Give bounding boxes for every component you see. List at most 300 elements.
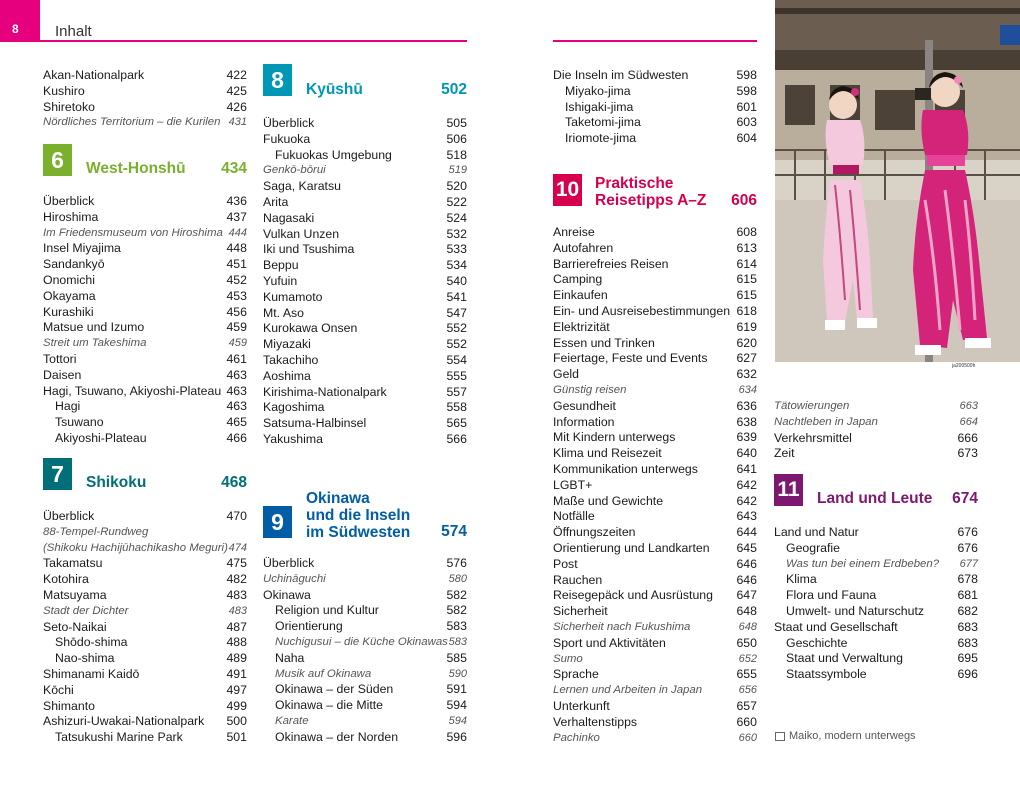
toc-entry: [553, 477, 757, 493]
toc-entry-page: 465: [226, 415, 247, 430]
toc-entry: [43, 351, 247, 367]
section-11-header: [774, 474, 978, 506]
toc-entry: [553, 429, 757, 445]
toc-entry-label: Sicherheit: [553, 604, 608, 619]
toc-entry-label: Ishigaki-jima: [565, 99, 634, 114]
toc-entry-page: 483: [228, 604, 247, 617]
toc-entry-label: Tottori: [43, 352, 77, 366]
toc-entry: [553, 350, 757, 366]
toc-entry: [553, 240, 757, 256]
toc-entry: [43, 571, 247, 587]
toc-entry: [43, 713, 247, 729]
toc-entry-label: LGBT+: [553, 477, 593, 492]
section-10-header: [553, 174, 757, 209]
toc-entry: [553, 445, 757, 461]
toc-entry-label: Hiroshima: [43, 209, 99, 224]
toc-entry-label: Takamatsu: [43, 556, 103, 571]
toc-entry-page: 681: [957, 588, 978, 603]
toc-entry: [263, 273, 467, 289]
toc-entry-page: 598: [736, 68, 757, 82]
toc-entry-page: 666: [957, 430, 978, 445]
toc-entry: [263, 352, 467, 368]
toc-entry-label: Yufuin: [263, 274, 298, 288]
toc-entry-page: 554: [446, 353, 467, 367]
toc-entry-label: Vulkan Unzen: [263, 226, 340, 241]
toc-entry-page: 583: [446, 619, 467, 634]
toc-entry-page: 634: [738, 384, 757, 396]
toc-entry-page: 695: [957, 651, 978, 666]
toc-entry-label: Günstig reisen: [553, 384, 627, 396]
toc-entry: [553, 271, 757, 287]
toc-entry-page: 663: [959, 400, 978, 412]
toc-entry-label: Kurashiki: [43, 304, 94, 319]
toc-entry: [43, 414, 247, 430]
toc-entry-label: Land und Natur: [774, 525, 859, 539]
toc-entry-label: Okinawa – der Norden: [275, 729, 399, 744]
toc-entry-label: Aoshima: [263, 368, 311, 383]
toc-entry-label: Nördliches Territorium – die Kurilen: [43, 116, 221, 129]
toc-entry-page: 682: [957, 604, 978, 618]
toc-entry-label: Mit Kindern unterwegs: [553, 430, 676, 445]
section-11-title: Land und Leute: [817, 490, 933, 507]
toc-entry-label: Kōchi: [43, 682, 74, 697]
toc-entry-label: Überblick: [43, 194, 95, 208]
toc-entry-label: Verkehrsmittel: [774, 430, 852, 445]
toc-entry-label: Feiertage, Feste und Events: [553, 351, 708, 366]
toc-entry: [774, 540, 978, 556]
toc-entry-label: Matsuyama: [43, 588, 107, 602]
toc-entry-label: Miyazaki: [263, 337, 311, 352]
toc-entry-page: 583: [448, 636, 467, 648]
section-8-title: Kyūshū: [306, 81, 363, 98]
toc-entry: [263, 147, 467, 163]
toc-entry-page: 655: [736, 667, 757, 682]
toc-entry-label: Fukuokas Umgebung: [275, 147, 392, 162]
page-number-text: 8: [12, 22, 19, 36]
section-10-title: [595, 175, 706, 209]
toc-entry: [43, 193, 247, 209]
section-10-title-line-1: Praktische: [595, 175, 674, 192]
toc-entry-label: Im Friedensmuseum von Hiroshima: [43, 226, 223, 239]
toc-entry-label: Sport und Aktivitäten: [553, 635, 666, 650]
toc-entry: [43, 508, 247, 524]
toc-entry: [43, 288, 247, 304]
toc-entry-page: 582: [446, 603, 467, 618]
toc-entry-page: 475: [226, 556, 247, 571]
toc-entry-page: 673: [957, 446, 978, 461]
toc-entry-page: 426: [226, 99, 247, 114]
toc-entry-page: 642: [736, 493, 757, 508]
toc-entry-label: Unterkunft: [553, 699, 610, 713]
toc-entry-label: Barrierefreies Reisen: [553, 256, 669, 271]
toc-entry: [263, 194, 467, 210]
photo-icon: [775, 732, 785, 741]
toc-entry-page: 459: [226, 320, 247, 335]
toc-entry: [553, 493, 757, 509]
toc-entry-page: 524: [446, 210, 467, 225]
toc-entry: [43, 398, 247, 414]
toc-entry-page: 522: [446, 195, 467, 209]
toc-entry-page: 660: [738, 731, 757, 744]
toc-entry-page: 639: [736, 430, 757, 445]
toc-entry-label: Streit um Takeshima: [43, 337, 147, 350]
toc-entry: [553, 666, 757, 682]
toc-entry-page: 648: [736, 604, 757, 619]
toc-entry-label: Sprache: [553, 667, 599, 682]
toc-entry-label: Flora und Fauna: [786, 588, 877, 603]
section-8-page: 502: [441, 81, 467, 98]
toc-entry-page: 642: [736, 477, 757, 492]
toc-entry-label: Was tun bei einem Erdbeben?: [786, 557, 940, 570]
toc-entry-label: Fukuoka: [263, 131, 311, 146]
toc-entry-page: 466: [226, 431, 247, 445]
toc-entry: [553, 303, 757, 319]
toc-entry-page: 547: [446, 305, 467, 320]
toc-entry: [553, 461, 757, 477]
toc-entry-label: 88-Tempel-Rundweg: [43, 525, 149, 538]
toc-entry-label: Tätowierungen: [774, 400, 850, 412]
toc-entry: [43, 256, 247, 272]
toc-entry: [553, 524, 757, 540]
toc-entry: [553, 508, 757, 524]
section-7-header: [43, 458, 247, 490]
toc-entry-page: 501: [226, 730, 247, 745]
toc-entry: [43, 555, 247, 571]
toc-entry-label: Ashizuri-Uwakai-Nationalpark: [43, 714, 205, 729]
toc-entry-label: Nachtleben in Japan: [774, 415, 878, 428]
toc-entry-page: 596: [446, 729, 467, 744]
toc-entry: [43, 304, 247, 320]
toc-entry-label: Seto-Naikai: [43, 619, 107, 634]
toc-entry-page: 590: [448, 667, 467, 680]
toc-entry-label: Post: [553, 556, 578, 571]
toc-entry-page: 582: [446, 587, 467, 602]
toc-entry-label: Okayama: [43, 288, 96, 303]
toc-entry: [263, 115, 467, 131]
toc-entry-label: Öffnungszeiten: [553, 525, 636, 540]
toc-entry-page: 646: [736, 556, 757, 571]
toc-entry: [263, 666, 467, 682]
toc-entry-label: Zeit: [774, 446, 795, 461]
toc-entry-page: 648: [738, 621, 757, 633]
toc-entry-label: Musik auf Okinawa: [275, 667, 372, 680]
toc-entry-page: 463: [226, 367, 247, 382]
toc-entry-label: Information: [553, 414, 615, 429]
toc-entry-label: Ein- und Ausreisebestimmungen: [553, 304, 731, 318]
toc-entry-page: 683: [957, 619, 978, 634]
toc-entry-page: 463: [226, 399, 247, 414]
toc-entry-page: 566: [446, 432, 467, 446]
toc-entry: [43, 240, 247, 256]
toc-entry-page: 552: [446, 321, 467, 336]
toc-entry: [553, 587, 757, 603]
toc-entry: [43, 114, 247, 130]
toc-entry-page: 459: [228, 337, 247, 350]
toc-entry: [263, 210, 467, 226]
toc-entry-label: Hagi, Tsuwano, Akiyoshi-Plateau: [43, 383, 222, 398]
toc-entry-page: 541: [446, 289, 467, 304]
toc-entry: [553, 287, 757, 303]
toc-entry: [43, 383, 247, 399]
toc-entry-page: 643: [736, 509, 757, 524]
toc-entry-page: 558: [446, 400, 467, 415]
toc-entry-label: Kushiro: [43, 83, 85, 98]
toc-entry-page: 619: [736, 319, 757, 334]
toc-entry: [553, 83, 757, 99]
toc-entry-page: 500: [226, 714, 247, 729]
section-9-page: 574: [441, 523, 467, 540]
toc-entry: [553, 319, 757, 335]
toc-entry-page: 696: [957, 667, 978, 682]
toc-entry-page: 487: [226, 619, 247, 634]
section-7-number: 7: [43, 458, 72, 490]
toc-entry-page: 533: [446, 242, 467, 257]
toc-entry: [553, 224, 757, 240]
toc-entry: [43, 666, 247, 682]
toc-entry-label: Akan-Nationalpark: [43, 68, 145, 82]
toc-entry-page: 601: [736, 99, 757, 114]
toc-entry: [43, 209, 247, 225]
toc-entry: [263, 431, 467, 447]
toc-entry-page: 652: [738, 652, 757, 665]
toc-entry: [553, 366, 757, 382]
toc-entry-label: Religion und Kultur: [275, 603, 379, 618]
toc-entry-page: 506: [446, 131, 467, 146]
maiko-photo: [775, 0, 1020, 362]
toc-entry-page: 641: [736, 462, 757, 476]
toc-entry-page: 618: [736, 304, 757, 318]
toc-entry: [263, 634, 467, 650]
toc-entry-label: Klima: [786, 572, 817, 587]
section-10-number: 10: [553, 174, 582, 206]
toc-entry-page: 555: [446, 368, 467, 383]
toc-entry-label: Geld: [553, 367, 579, 382]
toc-entry-page: 650: [736, 635, 757, 650]
toc-entry: [553, 414, 757, 430]
toc-entry-label: Uchināguchi: [263, 572, 326, 585]
toc-entry-label: Kurokawa Onsen: [263, 321, 358, 336]
section-7-title: Shikoku: [86, 474, 147, 491]
toc-entry: [43, 650, 247, 666]
toc-entry-label: Geschichte: [786, 635, 848, 650]
toc-entry: [263, 681, 467, 697]
toc-entry: [553, 635, 757, 651]
toc-entry: [263, 415, 467, 431]
toc-entry-label: Stadt der Dichter: [43, 604, 129, 617]
toc-entry-label: Anreise: [553, 225, 595, 239]
toc-entry: [553, 335, 757, 351]
toc-entry-page: 565: [446, 416, 467, 431]
photo-caption: [775, 730, 916, 742]
toc-entry-label: Einkaufen: [553, 288, 608, 303]
toc-entry-label: Reisegepäck und Ausrüstung: [553, 588, 713, 603]
toc-entry-page: 580: [448, 572, 467, 585]
toc-entry: [263, 399, 467, 415]
toc-entry-label: Lernen und Arbeiten in Japan: [553, 684, 703, 697]
toc-entry-page: 491: [226, 667, 247, 681]
toc-entry: [43, 272, 247, 288]
toc-entry: [774, 587, 978, 603]
toc-entry: [43, 335, 247, 351]
toc-entry-label: Kotohira: [43, 572, 89, 587]
toc-entry-page: 437: [226, 209, 247, 224]
toc-entry-label: Umwelt- und Naturschutz: [786, 604, 925, 618]
toc-entry: [43, 698, 247, 714]
toc-entry-label: Naha: [275, 650, 305, 665]
toc-entry-page: 431: [228, 116, 247, 129]
toc-entry-label: Nao-shima: [55, 651, 115, 666]
toc-entry: [263, 555, 467, 571]
toc-entry-page: 448: [226, 241, 247, 256]
toc-entry: [43, 99, 247, 115]
toc-entry-page: 664: [959, 415, 978, 428]
toc-entry: [263, 697, 467, 713]
toc-entry-label: Tsuwano: [55, 415, 104, 430]
toc-entry: [263, 305, 467, 321]
toc-entry-label: Nuchigusui – die Küche Okinawas: [275, 636, 448, 648]
section-6-title: West-Honshū: [86, 160, 186, 177]
section-11-page: 674: [952, 490, 978, 507]
toc-entry-page: 436: [226, 194, 247, 208]
page-title: Inhalt: [55, 23, 92, 40]
toc-entry-label: Maße und Gewichte: [553, 493, 664, 508]
toc-entry: [43, 83, 247, 99]
toc-entry: [553, 682, 757, 698]
toc-entry-label: Hagi: [55, 399, 81, 414]
toc-entry-label: Elektrizität: [553, 319, 610, 334]
toc-entry: [43, 619, 247, 635]
toc-entry-label: Shimanto: [43, 698, 95, 713]
toc-entry: [263, 602, 467, 618]
toc-entry: [774, 398, 978, 414]
toc-entry: [263, 289, 467, 305]
toc-entry-label: Überblick: [263, 116, 315, 130]
toc-entry-label: Okinawa – die Mitte: [275, 698, 383, 713]
toc-entry: [263, 162, 467, 178]
toc-entry-page: 632: [736, 367, 757, 382]
photo-caption-text: Maiko, modern unterwegs: [789, 730, 916, 742]
toc-entry: [553, 540, 757, 556]
toc-entry-label: (Shikoku Hachijūhachikasho Meguri): [43, 541, 228, 554]
toc-entry-page: 552: [446, 337, 467, 352]
toc-entry: [263, 241, 467, 257]
toc-entry-page: 645: [736, 541, 757, 555]
toc-entry-page: 453: [226, 288, 247, 303]
toc-entry: [774, 635, 978, 651]
toc-entry: [263, 729, 467, 745]
toc-entry-page: 444: [228, 226, 247, 239]
toc-entry-page: 676: [957, 525, 978, 539]
toc-entry-page: 483: [226, 588, 247, 602]
toc-entry-label: Tatsukushi Marine Park: [55, 730, 183, 745]
toc-entry-page: 656: [738, 684, 757, 697]
toc-entry-page: 614: [736, 256, 757, 271]
toc-entry-label: Pachinko: [553, 731, 600, 744]
toc-entry: [43, 225, 247, 241]
toc-entry-label: Daisen: [43, 367, 82, 382]
toc-entry: [263, 650, 467, 666]
section-9-title-line-3: im Südwesten: [306, 524, 411, 541]
toc-entry-page: 613: [736, 240, 757, 255]
toc-entry-label: Gesundheit: [553, 398, 616, 413]
toc-entry: [553, 67, 757, 83]
toc-entry: [43, 367, 247, 383]
toc-entry: [43, 430, 247, 446]
toc-entry-page: 646: [736, 572, 757, 587]
header-rule-right: [553, 40, 757, 42]
toc-entry: [774, 571, 978, 587]
toc-entry: [553, 398, 757, 414]
section-9-title: [306, 490, 410, 541]
toc-entry-label: Matsue und Izumo: [43, 320, 145, 335]
toc-entry-page: 505: [446, 116, 467, 130]
toc-entry-page: 594: [448, 715, 467, 727]
toc-entry-label: Shōdo-shima: [55, 635, 128, 650]
toc-entry: [553, 256, 757, 272]
toc-entry-page: 557: [446, 384, 467, 399]
toc-entry: [553, 130, 757, 146]
toc-entry-page: 540: [446, 274, 467, 288]
toc-entry-label: Essen und Trinken: [553, 335, 655, 350]
toc-entry-page: 608: [736, 225, 757, 239]
toc-entry-label: Onomichi: [43, 273, 95, 287]
section-6-number: 6: [43, 144, 72, 176]
toc-entry-page: 520: [446, 179, 467, 194]
toc-entry-label: Sumo: [553, 652, 583, 665]
toc-entry: [774, 556, 978, 572]
toc-entry: [774, 414, 978, 430]
toc-entry-page: 604: [736, 131, 757, 146]
toc-entry-page: 461: [226, 352, 247, 366]
maiko-photo-illustration: [775, 0, 1020, 362]
toc-entry: [263, 384, 467, 400]
toc-entry-page: 638: [736, 414, 757, 429]
toc-entry-page: 425: [226, 83, 247, 98]
toc-entry-label: Kumamoto: [263, 289, 323, 304]
toc-entry-page: 451: [226, 257, 247, 272]
toc-entry: [774, 524, 978, 540]
toc-entry: [553, 698, 757, 714]
toc-entry-label: Saga, Karatsu: [263, 179, 341, 194]
toc-entry-page: 683: [957, 635, 978, 650]
toc-entry: [774, 619, 978, 635]
toc-entry: [774, 666, 978, 682]
toc-entry-page: 640: [736, 446, 757, 461]
toc-entry-label: Shimanami Kaidō: [43, 667, 140, 681]
section-9-title-line-2: und die Inseln: [306, 507, 411, 524]
toc-entry-label: Iriomote-jima: [565, 131, 637, 146]
toc-entry: [43, 67, 247, 83]
toc-entry-label: Notfälle: [553, 509, 595, 524]
section-10-title-line-2: Reisetipps A–Z: [595, 192, 707, 209]
toc-entry: [43, 634, 247, 650]
toc-entry: [774, 430, 978, 446]
toc-entry-page: 615: [736, 288, 757, 303]
toc-entry: [43, 729, 247, 745]
toc-entry-page: 456: [226, 304, 247, 319]
toc-entry-label: Staat und Gesellschaft: [774, 619, 898, 634]
toc-entry: [43, 587, 247, 603]
toc-entry-label: Beppu: [263, 258, 299, 273]
toc-entry-label: Geografie: [786, 540, 841, 555]
toc-entry-label: Autofahren: [553, 240, 614, 255]
toc-entry-page: 518: [446, 147, 467, 162]
toc-entry-label: Kagoshima: [263, 400, 325, 415]
toc-entry-page: 598: [736, 83, 757, 98]
toc-entry-label: Rauchen: [553, 572, 603, 587]
toc-entry-label: Kommunikation unterwegs: [553, 462, 698, 476]
toc-entry: [553, 603, 757, 619]
